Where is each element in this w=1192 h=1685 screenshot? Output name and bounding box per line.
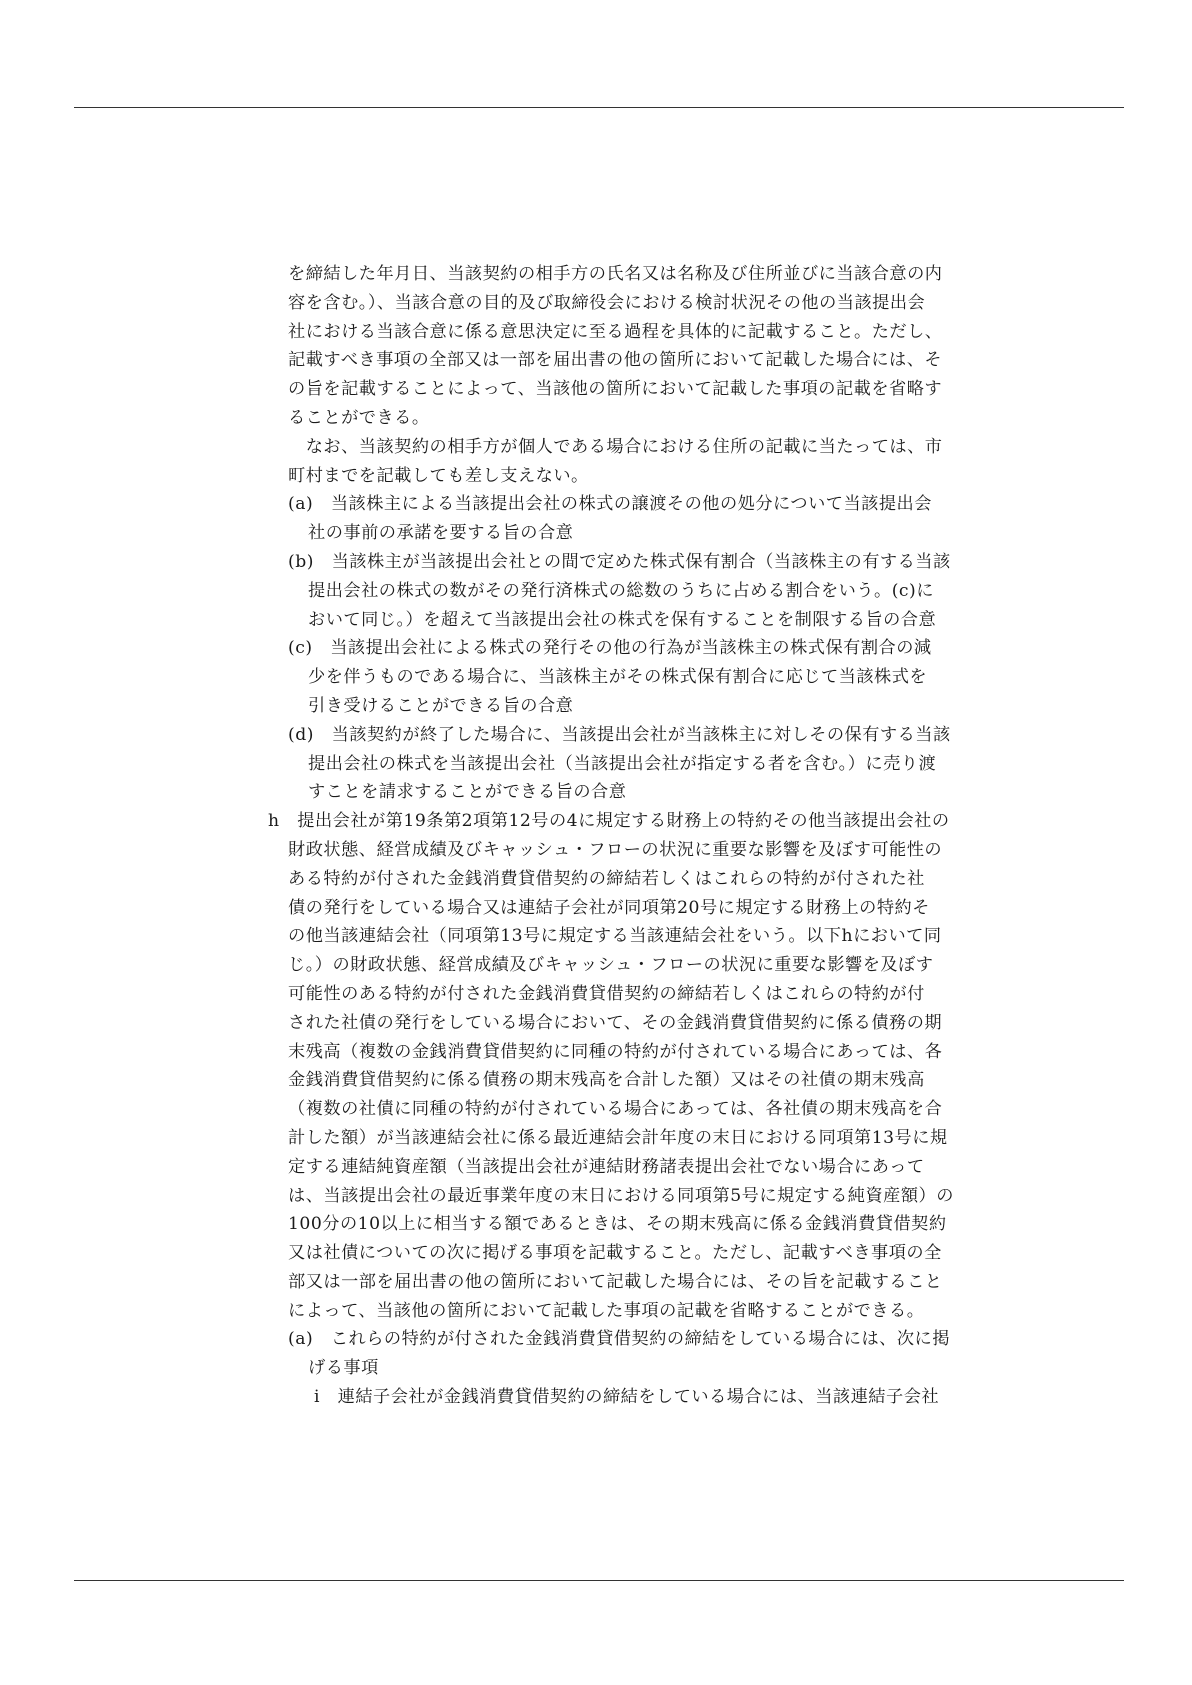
text-line: 財政状態、経営成績及びキャッシュ・フローの状況に重要な影響を及ぼす可能性の <box>288 839 943 860</box>
text-line: 提出会社の株式を当該提出会社（当該提出会社が指定する者を含む。）に売り渡 <box>308 753 937 774</box>
text-line: 社の事前の承諾を要する旨の合意 <box>308 523 574 544</box>
text-line: 金銭消費貸借契約に係る債務の期末残高を合計した額）又はその社債の期末残高 <box>288 1070 925 1091</box>
text-line: すことを請求することができる旨の合意 <box>308 782 627 803</box>
text-line: 少を伴うものである場合に、当該株主がその株式保有割合に応じて当該株式を <box>308 667 928 688</box>
text-line: げる事項 <box>308 1358 379 1379</box>
text-line: (a) これらの特約が付された金銭消費貸借契約の締結をしている場合には、次に掲 <box>288 1329 950 1350</box>
text-line: 引き受けることができる旨の合意 <box>308 695 574 716</box>
header-rule <box>74 107 1124 108</box>
footer-rule <box>74 1580 1124 1581</box>
document-body <box>268 260 954 1412</box>
text-line: （複数の社債に同種の特約が付されている場合にあっては、各社債の期末残高を合 <box>288 1099 943 1120</box>
text-line: じ。）の財政状態、経営成績及びキャッシュ・フローの状況に重要な影響を及ぼす <box>288 955 934 976</box>
text-line: 可能性のある特約が付された金銭消費貸借契約の締結若しくはこれらの特約が付 <box>288 983 925 1004</box>
text-line: おいて同じ。）を超えて当該提出会社の株式を保有することを制限する旨の合意 <box>308 609 937 630</box>
text-line: なお、当該契約の相手方が個人である場合における住所の記載に当たっては、市 <box>288 436 943 457</box>
text-line: ることができる。 <box>288 407 430 428</box>
text-line: によって、当該他の箇所において記載した事項の記載を省略することができる。 <box>288 1300 925 1321</box>
text-line: された社債の発行をしている場合において、その金銭消費貸借契約に係る債務の期 <box>288 1012 943 1033</box>
text-line: 町村までを記載しても差し支えない。 <box>288 465 589 486</box>
text-line: i 連結子会社が金銭消費貸借契約の締結をしている場合には、当該連結子会社 <box>314 1387 940 1408</box>
text-line: 社における当該合意に係る意思決定に至る過程を具体的に記載すること。ただし、 <box>288 321 943 342</box>
text-line: を締結した年月日、当該契約の相手方の氏名又は名称及び住所並びに当該合意の内 <box>288 264 943 284</box>
text-line: 容を含む。）、当該合意の目的及び取締役会における検討状況その他の当該提出会 <box>288 292 926 313</box>
text-line: 定する連結純資産額（当該提出会社が連結財務諸表提出会社でない場合にあって <box>288 1156 925 1177</box>
text-line: (a) 当該株主による当該提出会社の株式の譲渡その他の処分について当該提出会 <box>288 494 932 515</box>
text-line: 計した額）が当該連結会社に係る最近連結会計年度の末日における同項第13号に規 <box>288 1127 948 1148</box>
text-line: 部又は一部を届出書の他の箇所において記載した場合には、その旨を記載すること <box>288 1271 943 1292</box>
text-line: (c) 当該提出会社による株式の発行その他の行為が当該株主の株式保有割合の減 <box>288 638 932 659</box>
text-line: 記載すべき事項の全部又は一部を届出書の他の箇所において記載した場合には、そ <box>288 350 943 371</box>
text-line: h 提出会社が第19条第2項第12号の4に規定する財務上の特約その他当該提出会社の <box>268 811 950 832</box>
text-line: の他当該連結会社（同項第13号に規定する当該連結会社をいう。以下hにおいて同 <box>288 926 942 947</box>
text-line: 末残高（複数の金銭消費貸借契約に同種の特約が付されている場合にあっては、各 <box>288 1041 943 1062</box>
text-line: の旨を記載することによって、当該他の箇所において記載した事項の記載を省略す <box>288 379 943 400</box>
text-line: は、当該提出会社の最近事業年度の末日における同項第5号に規定する純資産額）の <box>288 1185 954 1206</box>
text-line: (b) 当該株主が当該提出会社との間で定めた株式保有割合（当該株主の有する当該 <box>288 551 951 572</box>
text-line: 又は社債についての次に掲げる事項を記載すること。ただし、記載すべき事項の全 <box>288 1243 942 1264</box>
text-line: 債の発行をしている場合又は連結子会社が同項第20号に規定する財務上の特約そ <box>288 897 930 918</box>
text-line: 100分の10以上に相当する額であるときは、その期末残高に係る金銭消費貸借契約 <box>288 1214 947 1235</box>
text-line: (d) 当該契約が終了した場合に、当該提出会社が当該株主に対しその保有する当該 <box>288 724 951 745</box>
text-line: ある特約が付された金銭消費貸借契約の締結若しくはこれらの特約が付された社 <box>288 868 925 889</box>
text-line: 提出会社の株式の数がその発行済株式の総数のうちに占める割合をいう。(c)に <box>308 580 934 601</box>
